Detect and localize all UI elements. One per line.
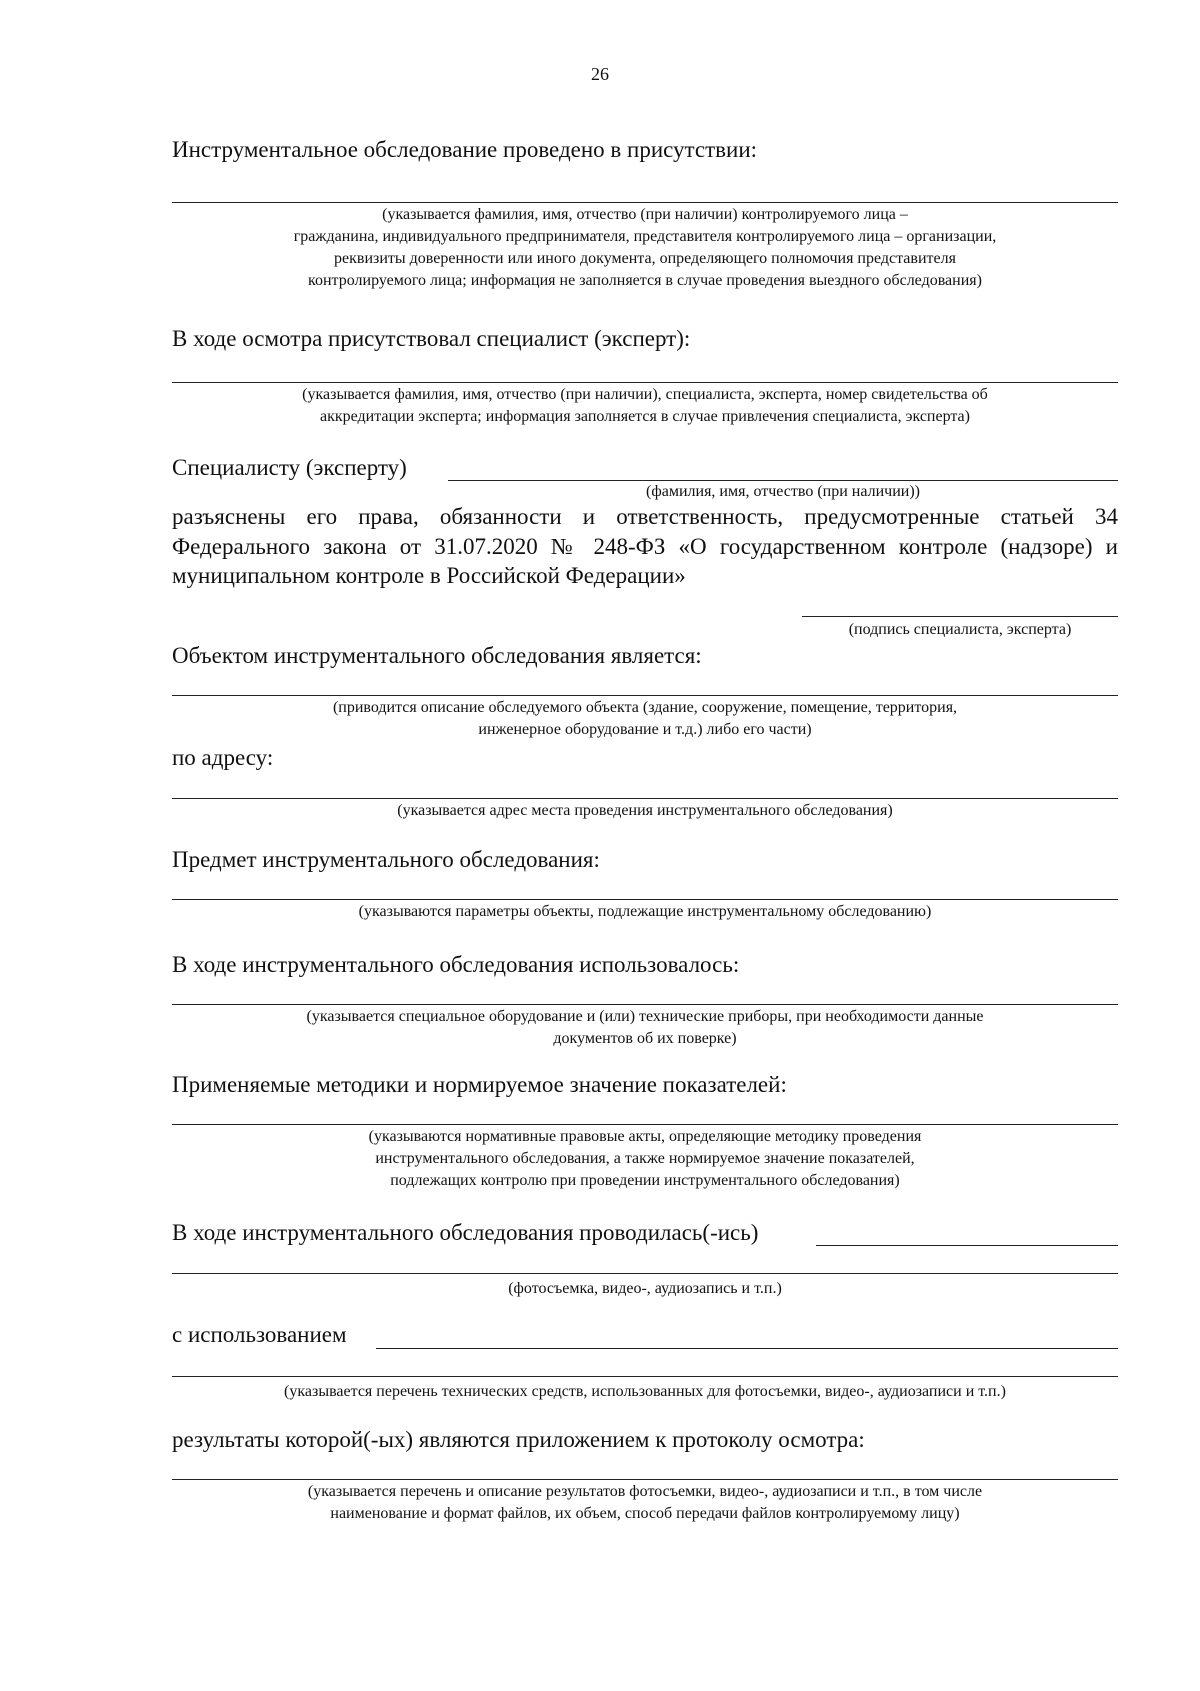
equipment-field-line[interactable] xyxy=(172,1004,1118,1005)
equipment-caption-line: документов об их поверке) xyxy=(553,1030,737,1047)
recording-label: В ходе инструментального обследования проводилась(-ись) xyxy=(172,1220,759,1245)
page-number: 26 xyxy=(591,64,609,84)
presence-caption xyxy=(172,204,1118,292)
results-caption-line: наименование и формат файлов, их объем, способ передачи файлов контролируемому лицу) xyxy=(330,1505,960,1522)
expert-caption-line: (указывается фамилия, имя, отчество (при наличии), специалиста, эксперта, номер свидетельства об xyxy=(302,386,988,403)
recording-extra-line[interactable] xyxy=(172,1273,1118,1274)
presence-caption-line: (указывается фамилия, имя, отчество (при наличии) контролируемого лица – xyxy=(382,206,908,223)
equipment-label: В ходе инструментального обследования использовалось: xyxy=(172,952,740,977)
object-caption xyxy=(172,697,1118,741)
methods-label: Применяемые методики и нормируемое значение показателей: xyxy=(172,1072,787,1097)
rights-paragraph: разъяснены его права, обязанности и ответственность, предусмотренные статьей 34 Федерального закона от 31.07.2020 № 248-ФЗ «О государственном контроле (надзоре) и муниципальном контроле в Российской Федерации» xyxy=(172,504,1118,588)
object-caption-line: инженерное оборудование и т.д.) либо его части) xyxy=(478,721,812,738)
subject-field-line[interactable] xyxy=(172,899,1118,900)
results-label: результаты которой(-ых) являются приложением к протоколу осмотра: xyxy=(172,1427,865,1452)
methods-field-line[interactable] xyxy=(172,1124,1118,1125)
means-extra-line[interactable] xyxy=(172,1376,1118,1377)
presence-caption-line: контролируемого лица; информация не заполняется в случае проведения выездного обследования) xyxy=(308,272,982,289)
results-field-line[interactable] xyxy=(172,1479,1118,1480)
presence-caption-line: гражданина, индивидуального предпринимателя, представителя контролируемого лица – организации, xyxy=(293,228,997,245)
rights-label: Специалисту (эксперту) xyxy=(172,455,407,480)
equipment-caption xyxy=(172,1006,1118,1050)
object-caption-line: (приводится описание обследуемого объекта (здание, сооружение, помещение, территория, xyxy=(332,699,958,716)
methods-caption xyxy=(172,1126,1118,1192)
object-label: Объектом инструментального обследования является: xyxy=(172,643,702,668)
recording-field-line[interactable] xyxy=(816,1245,1118,1246)
means-label: с использованием xyxy=(172,1322,347,1347)
results-caption xyxy=(172,1481,1118,1525)
expert-caption-line: аккредитации эксперта; информация заполняется в случае привлечения специалиста, эксперта) xyxy=(320,408,970,425)
object-field-line[interactable] xyxy=(172,695,1118,696)
means-field-line[interactable] xyxy=(376,1348,1118,1349)
subject-caption: (указываются параметры объекты, подлежащие инструментальному обследованию) xyxy=(358,903,932,920)
address-caption: (указывается адрес места проведения инструментального обследования) xyxy=(397,802,893,819)
subject-label: Предмет инструментального обследования: xyxy=(172,847,600,872)
recording-caption: (фотосъемка, видео-, аудиозапись и т.п.) xyxy=(508,1280,782,1297)
presence-caption-line: реквизиты доверенности или иного документа, определяющего полномочия представителя xyxy=(334,250,956,267)
expert-label: В ходе осмотра присутствовал специалист (эксперт): xyxy=(172,326,691,351)
presence-label: Инструментальное обследование проведено в присутствии: xyxy=(172,137,758,162)
equipment-caption-line: (указывается специальное оборудование и (или) технические приборы, при необходимости данные xyxy=(306,1008,984,1025)
methods-caption-line: (указываются нормативные правовые акты, определяющие методику проведения xyxy=(368,1128,922,1145)
presence-field-line[interactable] xyxy=(172,202,1118,203)
methods-caption-line: подлежащих контролю при проведении инструментального обследования) xyxy=(390,1172,900,1189)
methods-caption-line: инструментального обследования, а также нормируемое значение показателей, xyxy=(375,1150,915,1167)
expert-name-caption: (фамилия, имя, отчество (при наличии)) xyxy=(646,483,920,500)
address-label: по адресу: xyxy=(172,745,274,770)
results-caption-line: (указывается перечень и описание результатов фотосъемки, видео-, аудиозаписи и т.п., в том числе xyxy=(307,1483,983,1500)
signature-field-line[interactable] xyxy=(802,616,1118,617)
expert-caption xyxy=(172,384,1118,428)
signature-caption: (подпись специалиста, эксперта) xyxy=(848,621,1072,638)
expert-field-line[interactable] xyxy=(172,382,1118,383)
address-field-line[interactable] xyxy=(172,798,1118,799)
means-caption: (указывается перечень технических средств, использованных для фотосъемки, видео-, аудиозаписи и т.п.) xyxy=(284,1383,1006,1400)
